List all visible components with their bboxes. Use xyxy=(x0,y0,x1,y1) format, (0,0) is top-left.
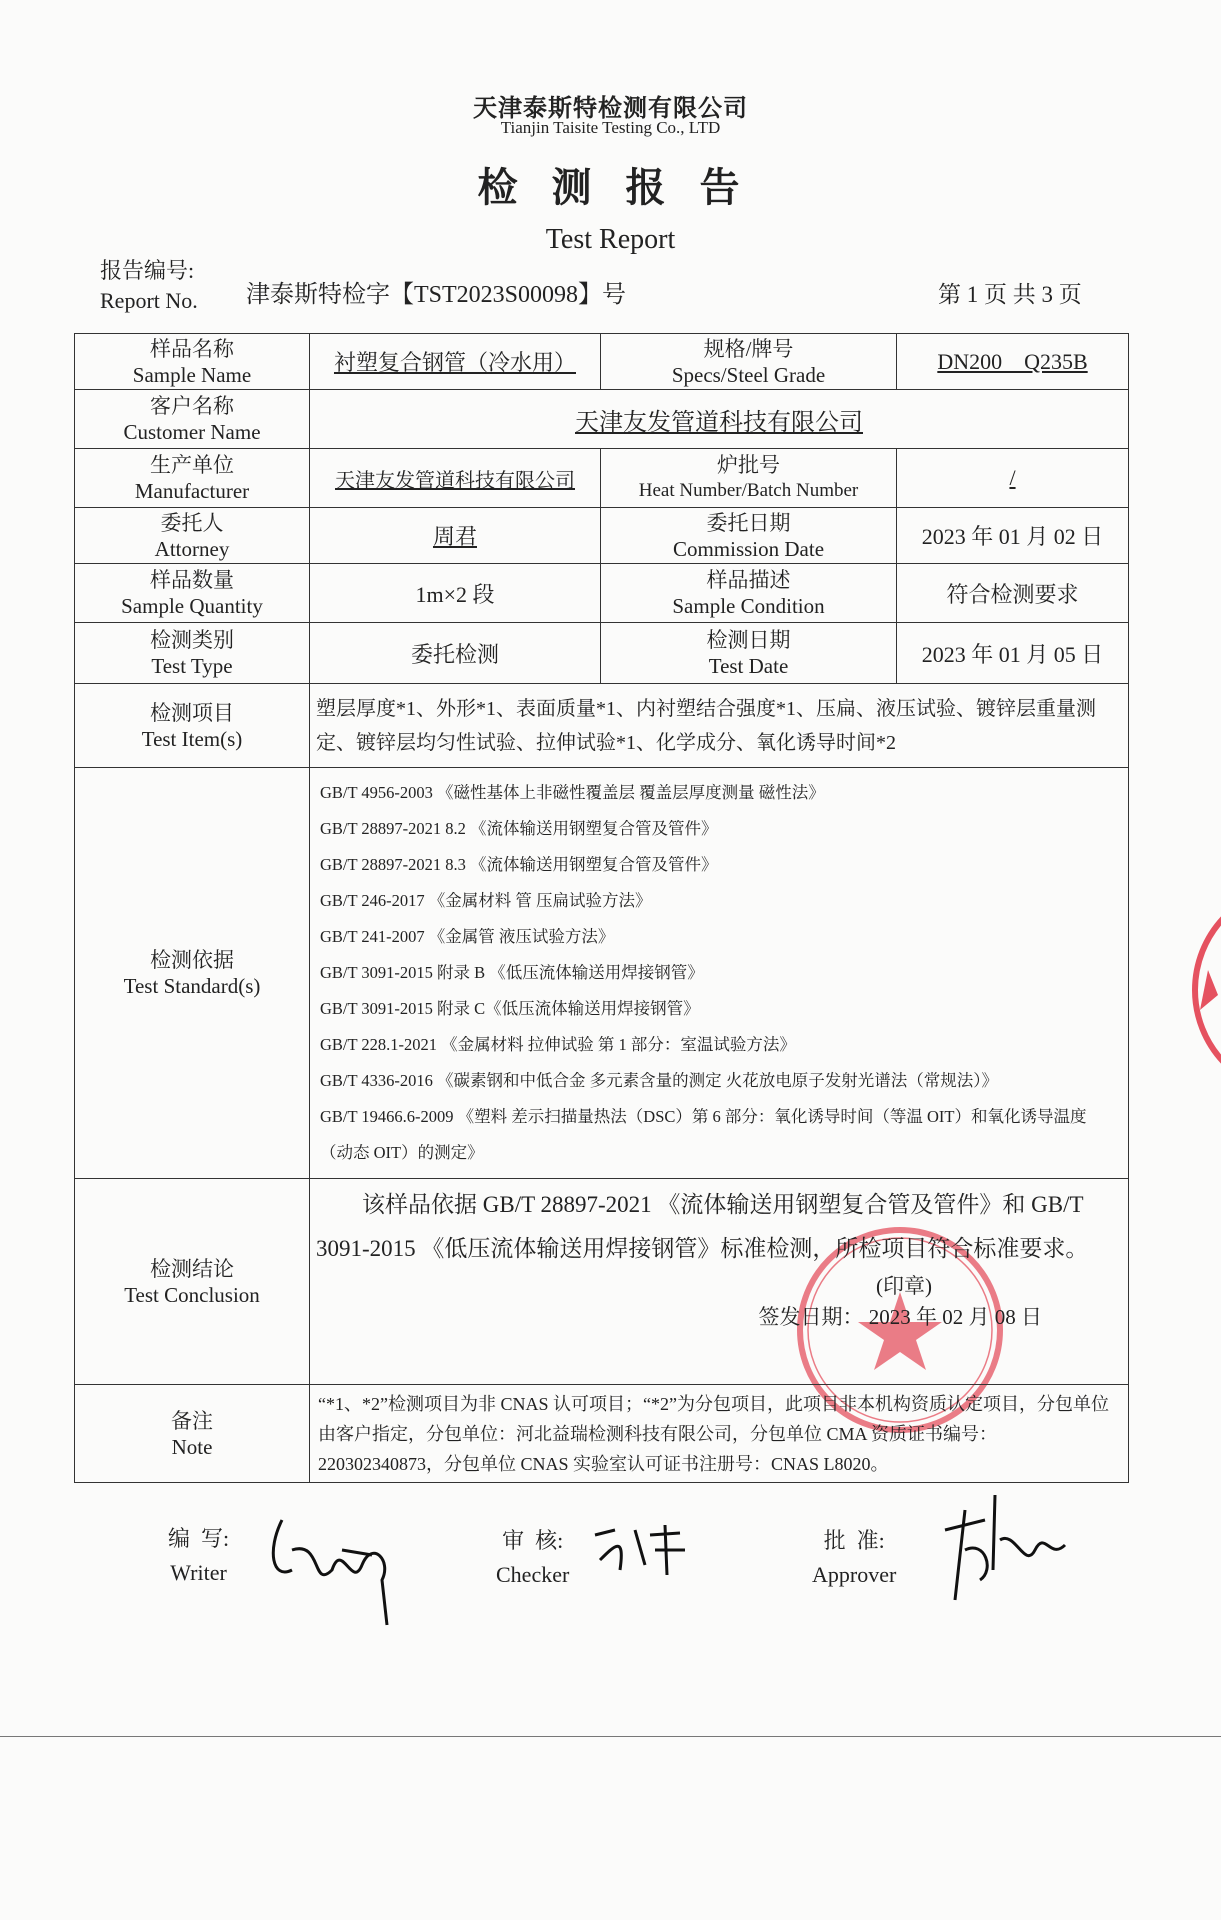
report-no-label-en: Report No. xyxy=(100,288,198,313)
quantity-label xyxy=(75,564,310,623)
standard-item: GB/T 228.1-2021 《金属材料 拉伸试验 第 1 部分：室温试验方法》 xyxy=(320,1035,796,1054)
writer-signature xyxy=(262,1510,412,1630)
label-cn: 批 准: xyxy=(823,1528,885,1553)
table-row xyxy=(75,623,1129,684)
sample-name-value: 衬塑复合钢管（冷水用） xyxy=(333,350,576,375)
label-cn: 检测依据 xyxy=(150,948,234,972)
attorney-value: 周君 xyxy=(432,524,477,549)
label-en: Sample Name xyxy=(132,362,252,387)
label-cn: 委托日期 xyxy=(706,510,791,535)
attorney-label xyxy=(75,508,310,564)
approver-label xyxy=(812,1524,896,1592)
commission-date-label xyxy=(601,508,897,564)
table-row xyxy=(75,564,1129,623)
label-cn: 检测日期 xyxy=(706,628,791,652)
standard-item: GB/T 246-2017 《金属材料 管 压扁试验方法》 xyxy=(320,891,652,910)
label-cn: 检测类别 xyxy=(150,628,234,652)
partial-stamp xyxy=(1190,875,1221,1105)
label-cn: 样品数量 xyxy=(150,568,234,592)
page-divider xyxy=(0,1736,1221,1737)
issue-date: 签发日期： 2023 年 02 月 08 日 xyxy=(758,1305,1042,1329)
table-row xyxy=(75,449,1129,508)
label-en: Test Item(s) xyxy=(141,726,243,751)
quantity-value: 1m×2 段 xyxy=(310,564,601,623)
table-row xyxy=(75,334,1129,390)
manufacturer-label xyxy=(75,449,310,508)
commission-date-value: 2023 年 01 月 02 日 xyxy=(897,508,1129,564)
label-cn: 炉批号 xyxy=(717,453,780,477)
label-en: Checker xyxy=(496,1562,570,1587)
writer-label xyxy=(168,1522,229,1590)
label-cn: 规格/牌号 xyxy=(703,336,794,361)
manufacturer-value: 天津友发管道科技有限公司 xyxy=(335,469,575,492)
standard-item: GB/T 28897-2021 8.3 《流体输送用钢塑复合管及管件》 xyxy=(320,855,718,874)
heat-label xyxy=(601,449,897,508)
label-en: Commission Date xyxy=(672,536,825,561)
table-row xyxy=(75,508,1129,564)
label-cn: 样品名称 xyxy=(150,336,234,361)
label-en: Heat Number/Batch Number xyxy=(638,480,859,501)
test-date-value: 2023 年 01 月 05 日 xyxy=(897,623,1129,684)
label-cn: 客户名称 xyxy=(150,394,234,418)
label-cn: 检测结论 xyxy=(150,1256,234,1281)
report-table xyxy=(74,333,1129,1483)
label-cn: 委托人 xyxy=(160,510,224,535)
report-title-en: Test Report xyxy=(545,224,676,255)
specs-value: DN200 Q235B xyxy=(937,348,1088,374)
report-no-label xyxy=(100,256,198,316)
standard-item: GB/T 3091-2015 附录 B 《低压流体输送用焊接钢管》 xyxy=(320,963,704,982)
table-row xyxy=(75,1385,1129,1483)
label-cn: 审 核: xyxy=(502,1528,564,1553)
customer-label xyxy=(75,390,310,449)
label-en: Test Type xyxy=(151,654,233,678)
company-name-en: Tianjin Taisite Testing Co., LTD xyxy=(500,118,721,137)
checker-label xyxy=(496,1524,569,1592)
approver-signature xyxy=(925,1490,1085,1610)
label-cn: 生产单位 xyxy=(150,453,234,477)
label-en: Customer Name xyxy=(123,420,261,444)
checker-signature xyxy=(585,1515,695,1585)
table-row xyxy=(75,684,1129,768)
conclusion-text: 该样品依据 GB/T 28897-2021 《流体输送用钢塑复合管及管件》和 GB/T 3091-2015 《低压流体输送用焊接钢管》标准检测，所检项目符合标准要求。 xyxy=(316,1192,1089,1261)
table-row xyxy=(75,390,1129,449)
note-label xyxy=(75,1385,310,1483)
heat-value: / xyxy=(1009,465,1016,490)
page-info: 第 1 页 共 3 页 xyxy=(938,282,1082,307)
conclusion-label xyxy=(75,1179,310,1385)
label-cn: 编 写: xyxy=(168,1526,230,1551)
standard-item: GB/T 4956-2003 《磁性基体上非磁性覆盖层 覆盖层厚度测量 磁性法》 xyxy=(320,783,825,802)
test-standards-label xyxy=(75,768,310,1179)
standard-item: GB/T 3091-2015 附录 C《低压流体输送用焊接钢管》 xyxy=(320,999,700,1018)
label-en: Writer xyxy=(170,1560,227,1585)
label-en: Note xyxy=(171,1434,213,1459)
standard-item: GB/T 241-2007 《金属管 液压试验方法》 xyxy=(320,927,615,946)
condition-value: 符合检测要求 xyxy=(897,564,1129,623)
report-title-cn: 检测报告 xyxy=(477,165,774,210)
note-text: “*1、*2”检测项目为非 CNAS 认可项目；“*2”为分包项目，此项目非本机构资质认定项目，分包单位由客户指定，分包单位：河北益瑞检测科技有限公司，分包单位 CMA 资质证书编号：220302340873，分包单位 CNAS 实验室认可证书注册号：CNAS L8020。 xyxy=(310,1385,1129,1483)
label-en: Specs/Steel Grade xyxy=(671,362,826,387)
seal-label: (印章) xyxy=(876,1274,932,1298)
test-date-label xyxy=(601,623,897,684)
label-cn: 样品描述 xyxy=(706,568,791,592)
condition-label xyxy=(601,564,897,623)
label-en: Test Date xyxy=(708,654,789,678)
label-en: Sample Condition xyxy=(672,594,825,618)
label-en: Test Standard(s) xyxy=(123,974,261,998)
table-row xyxy=(75,1179,1129,1385)
label-en: Manufacturer xyxy=(134,479,250,503)
test-type-label xyxy=(75,623,310,684)
report-no: 津泰斯特检字【TST2023S00098】号 xyxy=(246,282,627,308)
label-en: Sample Quantity xyxy=(121,594,263,618)
report-no-label-cn: 报告编号: xyxy=(100,258,195,283)
specs-label xyxy=(601,334,897,390)
test-items-value: 塑层厚度*1、外形*1、表面质量*1、内衬塑结合强度*1、压扁、液压试验、镀锌层重量测定、镀锌层均匀性试验、拉伸试验*1、化学成分、氧化诱导时间*2 xyxy=(310,684,1129,768)
test-type-value: 委托检测 xyxy=(310,623,601,684)
sample-name-label xyxy=(75,334,310,390)
test-standards-list xyxy=(310,768,1129,1179)
standard-item: GB/T 19466.6-2009 《塑料 差示扫描量热法（DSC）第 6 部分：氧化诱导时间（等温 OIT）和氧化诱导温度（动态 OIT）的测定》 xyxy=(320,1107,1087,1162)
standard-item: GB/T 4336-2016 《碳素钢和中低合金 多元素含量的测定 火花放电原子发射光谱法（常规法）》 xyxy=(320,1071,999,1090)
company-name-cn: 天津泰斯特检测有限公司 xyxy=(473,96,748,122)
label-en: Test Conclusion xyxy=(124,1282,260,1307)
test-items-label xyxy=(75,684,310,768)
label-cn: 备注 xyxy=(171,1408,213,1433)
label-en: Attorney xyxy=(154,536,230,561)
label-cn: 检测项目 xyxy=(150,700,234,725)
standard-item: GB/T 28897-2021 8.2 《流体输送用钢塑复合管及管件》 xyxy=(320,819,718,838)
customer-value: 天津友发管道科技有限公司 xyxy=(575,409,863,436)
label-en: Approver xyxy=(812,1562,897,1587)
table-row xyxy=(75,768,1129,1179)
